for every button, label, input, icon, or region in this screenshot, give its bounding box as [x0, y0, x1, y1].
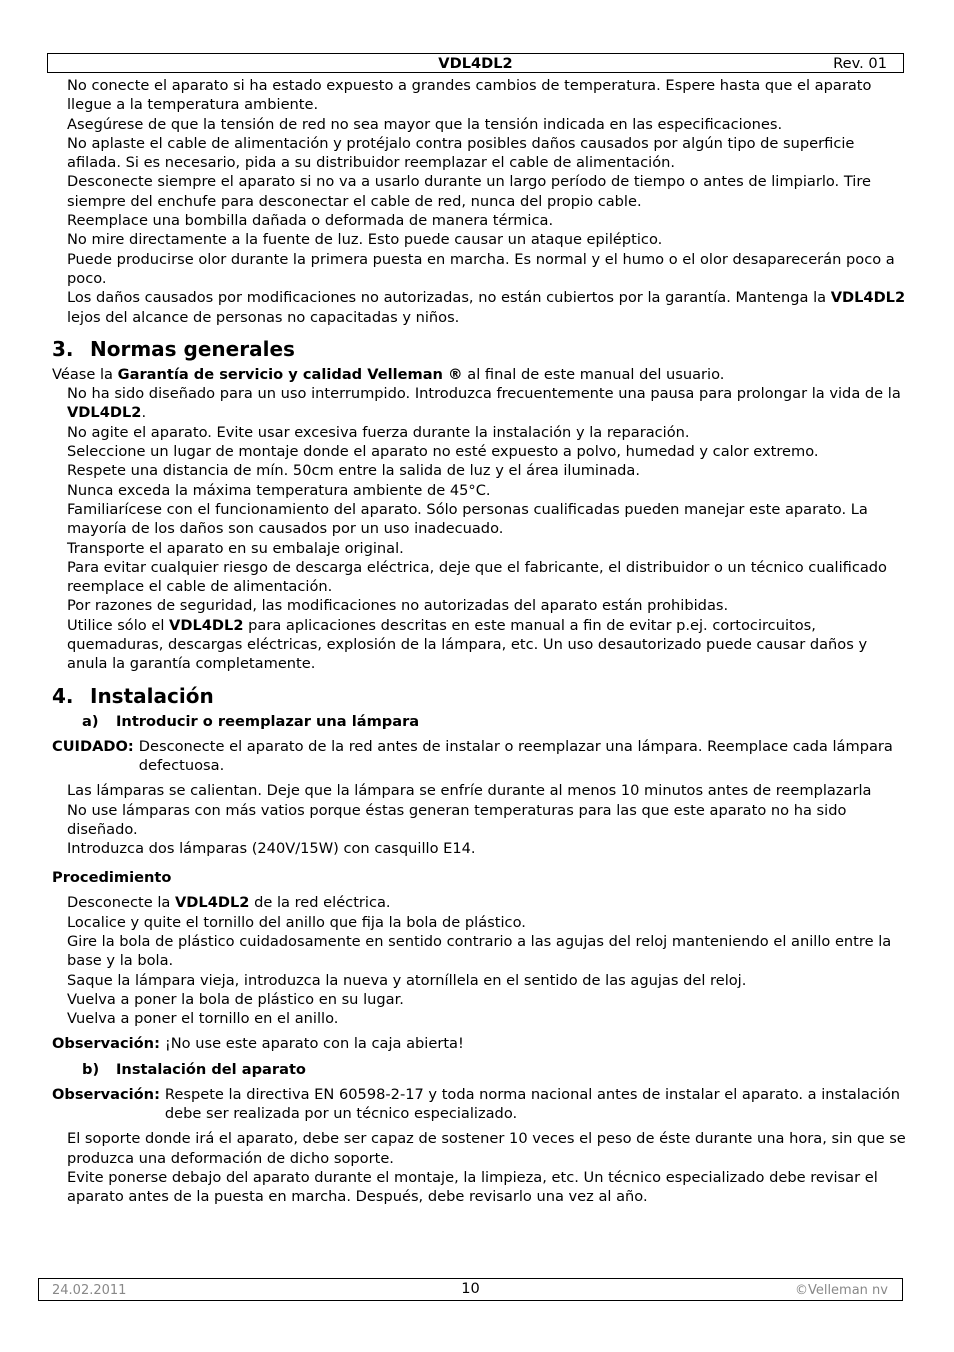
- list-item: No aplaste el cable de alimentación y protéjalo contra posibles daños causados por algún tipo de superficie afilada. Si es necesario, pida a su distribuidor reemplazar el cable de alimentación.: [67, 134, 855, 172]
- observation-text: ¡No use este aparato con la caja abierta!: [164, 1035, 464, 1053]
- observation-label: Observación:: [52, 1035, 160, 1053]
- list-item: No agite el aparato. Evite usar excesiva fuerza durante la instalación y la reparación.: [67, 423, 690, 441]
- list-item: Nunca exceda la máxima temperatura ambiente de 45°C.: [67, 481, 491, 499]
- header-revision: Rev. 01: [833, 55, 887, 72]
- list-item: No ha sido diseñado para un uso interrumpido. Introduzca frecuentemente una pausa para prolongar la vida de la VDL4DL2.: [67, 385, 901, 422]
- list-item: Familiarícese con el funcionamiento del aparato. Sólo personas cualificadas pueden manejar este aparato. La mayoría de los daños son causados por un uso inadecuado.: [67, 500, 868, 538]
- procedure-step: Vuelva a poner el tornillo en el anillo.: [67, 1010, 339, 1028]
- procedure-step: Gire la bola de plástico cuidadosamente en sentido contrario a las agujas del reloj manteniendo el anillo entre la base y la bola.: [67, 932, 892, 970]
- caution-note: [52, 737, 908, 776]
- list-item: Desconecte siempre el aparato si no va a usarlo durante un largo período de tiempo o antes de limpiarlo. Tire siempre del enchufe para desconectar el cable de red, nunca del propio cable.: [67, 173, 872, 210]
- procedure-heading: Procedimiento: [52, 869, 172, 887]
- list-item: El soporte donde irá el aparato, debe ser capaz de sostener 10 veces el peso de éste durante una hora, sin que se produzca una deformación de dicho soporte.: [67, 1130, 906, 1167]
- page-header: [47, 53, 904, 73]
- observation-label: Observación:: [52, 1085, 160, 1103]
- list-item: Reemplace una bombilla dañada o deformada de manera térmica.: [67, 212, 554, 230]
- list-item: Introduzca dos lámparas (240V/15W) con casquillo E14.: [67, 840, 476, 858]
- page-number: 10: [461, 1280, 480, 1297]
- page-footer: [38, 1278, 903, 1301]
- procedure-step: Desconecte la VDL4DL2 de la red eléctrica.: [67, 894, 391, 912]
- observation-note: [52, 1085, 908, 1124]
- list-item: Los daños causados por modificaciones no autorizadas, no están cubiertos por la garantía. Mantenga la VDL4DL2 lejos del alcance de personas no capacitadas y niños.: [67, 289, 906, 326]
- observation-note: [52, 1034, 908, 1053]
- caution-text: Desconecte el aparato de la red antes de instalar o reemplazar una lámpara. Reemplace cada lámpara defectuosa.: [138, 737, 893, 774]
- header-model: VDL4DL2: [438, 55, 513, 72]
- product-name: VDL4DL2: [830, 289, 906, 307]
- section-intro: Véase la Garantía de servicio y calidad Velleman ® al final de este manual del usuario.: [52, 365, 725, 383]
- procedure-step: Localice y quite el tornillo del anillo que fija la bola de plástico.: [67, 913, 526, 931]
- section-heading-instalacion: 4. Instalación: [52, 683, 214, 708]
- caution-label: CUIDADO:: [52, 737, 134, 755]
- subsection-heading-aparato: b) Instalación del aparato: [82, 1060, 306, 1078]
- observation-text: Respete la directiva EN 60598-2-17 y toda norma nacional antes de instalar el aparato. a instalación debe ser realizada por un técnico especializado.: [164, 1085, 901, 1123]
- footer-copyright: ©Velleman nv: [794, 1283, 888, 1298]
- footer-date: 24.02.2011: [52, 1283, 127, 1298]
- list-item: Puede producirse olor durante la primera puesta en marcha. Es normal y el humo o el olor desaparecerán poco a poco.: [67, 250, 895, 287]
- list-item: Utilice sólo el VDL4DL2 para aplicaciones descritas en este manual a fin de evitar p.ej. cortocircuitos, quemaduras, descargas eléctricas, explosión de la lámpara, etc. Un uso desautorizado puede causar daños y anula la garantía completamente.: [67, 616, 868, 673]
- list-item: Las lámparas se calientan. Deje que la lámpara se enfríe durante al menos 10 minutos antes de reemplazarla: [67, 782, 872, 800]
- procedure-step: Vuelva a poner la bola de plástico en su lugar.: [67, 990, 404, 1008]
- list-item: No conecte el aparato si ha estado expuesto a grandes cambios de temperatura. Espere hasta que el aparato llegue a la temperatura ambiente.: [67, 77, 872, 114]
- list-item: No use lámparas con más vatios porque éstas generan temperaturas para las que este aparato no ha sido diseñado.: [67, 801, 847, 838]
- list-item: Transporte el aparato en su embalaje original.: [67, 539, 404, 557]
- list-item: Por razones de seguridad, las modificaciones no autorizadas del aparato están prohibidas.: [67, 597, 729, 615]
- list-item: Evite ponerse debajo del aparato durante el montaje, la limpieza, etc. Un técnico especializado debe revisar el aparato antes de la puesta en marcha. Después, debe revisarlo una vez al año.: [67, 1168, 878, 1206]
- procedure-step: Saque la lámpara vieja, introduzca la nueva y atorníllela en el sentido de las agujas del reloj.: [67, 971, 747, 989]
- list-item: Respete una distancia de mín. 50cm entre la salida de luz y el área iluminada.: [67, 462, 641, 480]
- page-content: [52, 76, 908, 1207]
- list-item: Seleccione un lugar de montaje donde el aparato no esté expuesto a polvo, humedad y calor extremo.: [67, 443, 819, 461]
- list-item: Para evitar cualquier riesgo de descarga eléctrica, deje que el fabricante, el distribuidor o un técnico cualificado reemplace el cable de alimentación.: [67, 558, 887, 596]
- subsection-heading-lampara: a) Introducir o reemplazar una lámpara: [82, 712, 420, 730]
- list-item: Asegúrese de que la tensión de red no sea mayor que la tensión indicada en las especificaciones.: [67, 115, 783, 133]
- list-item: No mire directamente a la fuente de luz. Esto puede causar un ataque epiléptico.: [67, 231, 663, 249]
- section-heading-normas: 3. Normas generales: [52, 336, 295, 361]
